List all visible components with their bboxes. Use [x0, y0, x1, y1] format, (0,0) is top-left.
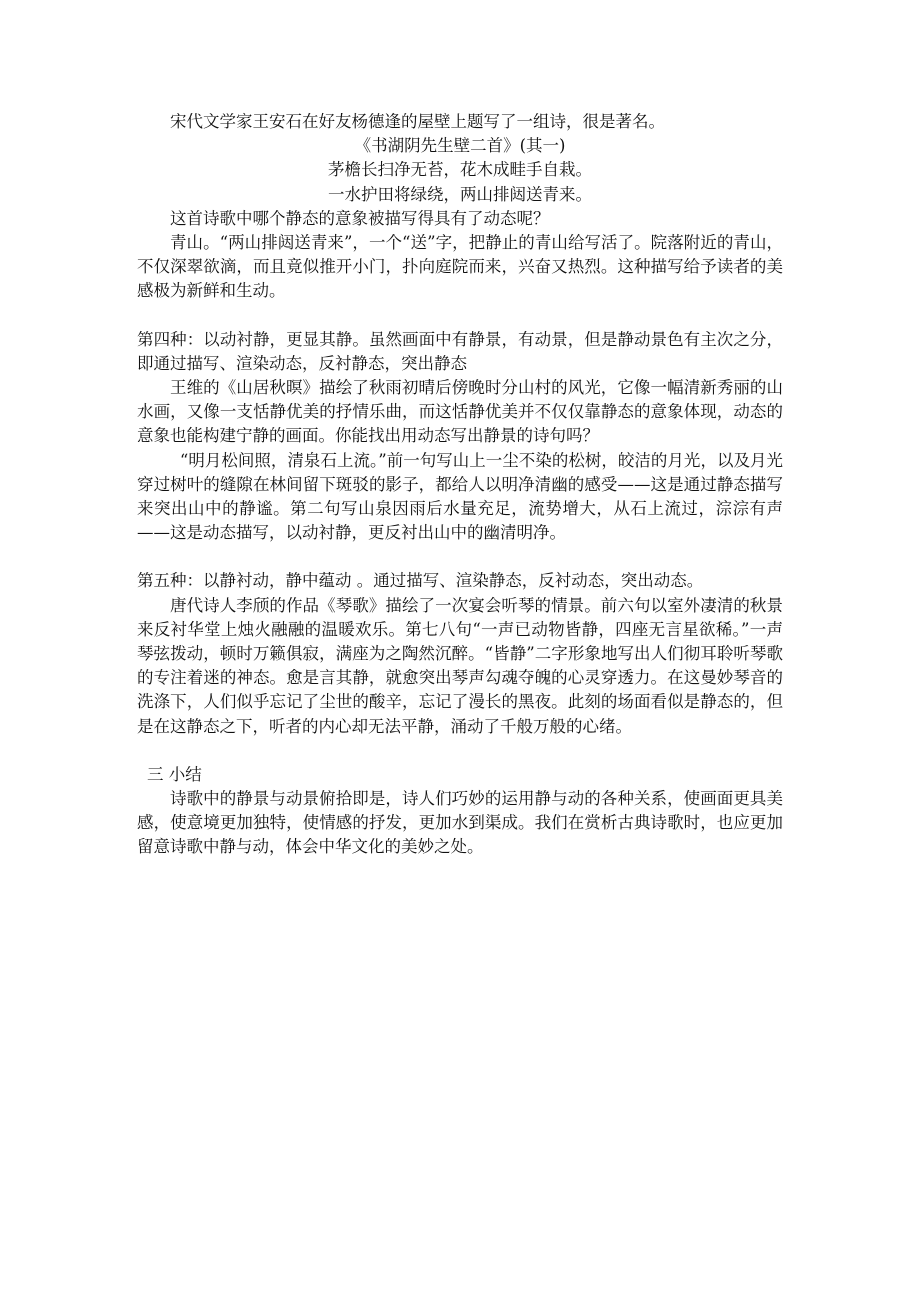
method-four-analysis: “明月松间照，清泉石上流。”前一句写山上一尘不染的松树，皎洁的月光，以及月光穿过树叶的缝隙在林间留下斑驳的影子，都给人以明净清幽的感受——这是通过静态描写来突出山中的静谧。第二句写山泉因雨后水量充足，流势增大，从石上流过，淙淙有声——这是动态描写，以动衬静，更反衬出山中的幽清明净。: [137, 450, 783, 543]
poem-title: 《书湖阴先生壁二首》(其一): [354, 136, 566, 156]
poem-line-2: 一水护田将绿绕，两山排闼送青来。: [328, 184, 592, 204]
method-four-example: 王维的《山居秋暝》描绘了秋雨初晴后傍晚时分山村的风光，它像一幅清新秀丽的山水画，又像一支恬静优美的抒情乐曲，而这恬静优美并不仅仅靠静态的意象体现，动态的意象也能构建宁静的画面。你能找出用动态写出静景的诗句吗？: [137, 378, 783, 446]
summary-heading: 三 小结: [147, 764, 202, 784]
spacer: [137, 545, 783, 569]
method-five-example: 唐代诗人李颀的作品《琴歌》描绘了一次宴会听琴的情景。前六句以室外凄清的秋景来反衬华堂上烛火融融的温暖欢乐。第七八句“一声已动物皆静，四座无言星欲稀。”一声琴弦拨动，顿时万籁俱寂，满座为之陶然沉醉。“皆静”二字形象地写出人们彻耳聆听琴歌的专注着迷的神态。愈是言其静，就愈突出琴声勾魂夺魄的心灵穿透力。在这曼妙琴音的洗涤下，人们似乎忘记了尘世的酸辛，忘记了漫长的黑夜。此刻的场面看似是静态的，但是在这静态之下，听者的内心却无法平静，涌动了千般万般的心绪。: [137, 595, 783, 736]
poem-line-1: 茅檐长扫净无苔，花木成畦手自栽。: [328, 160, 592, 180]
answer-paragraph: 青山。“两山排闼送青来”，一个“送”字，把静止的青山给写活了。院落附近的青山，不仅深翠欲滴，而且竟似推开小门，扑向庭院而来，兴奋又热烈。这种描写给予读者的美感极为新鲜和生动。: [137, 233, 783, 301]
intro-paragraph: 宋代文学家王安石在好友杨德逢的屋壁上题写了一组诗，很是著名。: [170, 112, 665, 131]
method-four-heading: 第四种：以动衬静，更显其静。虽然画面中有静景，有动景，但是静动景色有主次之分，即通过描写、渲染动态，反衬静态，突出静态: [137, 329, 783, 373]
document-body: [137, 110, 783, 860]
summary-paragraph: 诗歌中的静景与动景俯拾即是，诗人们巧妙的运用静与动的各种关系，使画面更具美感，使意境更加独特，使情感的抒发，更加水到渠成。我们在赏析古典诗歌时，也应更加留意诗歌中静与动，体会中华文化的美妙之处。: [137, 789, 783, 857]
question-paragraph: 这首诗歌中哪个静态的意象被描写得具有了动态呢？: [170, 208, 550, 228]
method-five-heading: 第五种：以静衬动，静中蕴动 。通过描写、渲染静态，反衬动态，突出动态。: [137, 571, 704, 591]
spacer: [137, 304, 783, 328]
spacer: [137, 739, 783, 763]
